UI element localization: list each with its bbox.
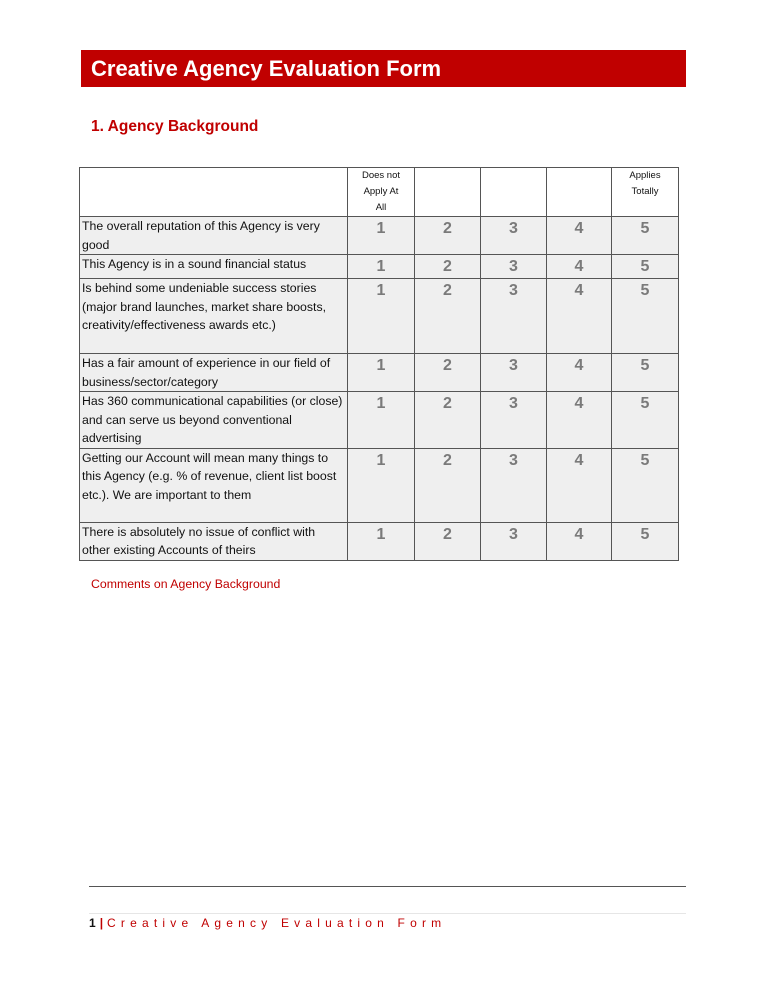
table-row [80, 217, 679, 255]
header-high-line: Applies [629, 170, 661, 181]
table-row [80, 392, 679, 449]
score-2[interactable]: 2 [415, 392, 481, 449]
page-number: 1 [89, 916, 96, 930]
footer-divider [89, 886, 686, 887]
header-scale-2 [415, 168, 481, 217]
page-footer [89, 916, 446, 930]
score-4[interactable]: 4 [547, 392, 612, 449]
header-low-line: Apply At [363, 186, 399, 197]
score-1[interactable]: 1 [348, 354, 415, 392]
header-scale-4 [547, 168, 612, 217]
score-4[interactable]: 4 [547, 255, 612, 279]
statement-cell: This Agency is in a sound financial status [80, 255, 348, 279]
score-4[interactable]: 4 [547, 279, 612, 354]
section-heading: 1. Agency Background [91, 118, 259, 135]
table-row [80, 354, 679, 392]
score-5[interactable]: 5 [612, 522, 679, 560]
header-empty-cell [80, 168, 348, 217]
footer-divider-light [89, 913, 686, 914]
statement-cell: There is absolutely no issue of conflict with other existing Accounts of theirs [80, 522, 348, 560]
score-3[interactable]: 3 [481, 522, 547, 560]
statement-cell: Has 360 communicational capabilities (or close) and can serve us beyond conventional advertising [80, 392, 348, 449]
form-title: Creative Agency Evaluation Form [81, 50, 686, 87]
score-1[interactable]: 1 [348, 448, 415, 522]
score-4[interactable]: 4 [547, 217, 612, 255]
score-2[interactable]: 2 [415, 255, 481, 279]
score-5[interactable]: 5 [612, 354, 679, 392]
score-2[interactable]: 2 [415, 354, 481, 392]
score-4[interactable]: 4 [547, 522, 612, 560]
score-2[interactable]: 2 [415, 279, 481, 354]
header-low-line: Does not [361, 170, 401, 181]
table-row [80, 448, 679, 522]
score-5[interactable]: 5 [612, 448, 679, 522]
table-row [80, 255, 679, 279]
evaluation-table [79, 167, 679, 561]
footer-doc-title: Creative Agency Evaluation Form [107, 916, 447, 930]
statement-cell: Getting our Account will mean many things to this Agency (e.g. % of revenue, client list boost etc.). We are important to them [80, 448, 348, 522]
score-5[interactable]: 5 [612, 217, 679, 255]
comments-label: Comments on Agency Background [91, 577, 281, 591]
header-scale-low [348, 168, 415, 217]
score-3[interactable]: 3 [481, 448, 547, 522]
table-header-row [80, 168, 679, 217]
table-row [80, 279, 679, 354]
score-1[interactable]: 1 [348, 217, 415, 255]
score-5[interactable]: 5 [612, 255, 679, 279]
score-3[interactable]: 3 [481, 255, 547, 279]
header-low-line: All [375, 202, 387, 213]
footer-separator: | [99, 916, 104, 930]
score-4[interactable]: 4 [547, 448, 612, 522]
statement-cell: The overall reputation of this Agency is very good [80, 217, 348, 255]
statement-cell: Has a fair amount of experience in our field of business/sector/category [80, 354, 348, 392]
score-3[interactable]: 3 [481, 279, 547, 354]
statement-cell: Is behind some undeniable success stories (major brand launches, market share boosts, creativity/effectiveness awards etc.) [80, 279, 348, 354]
score-2[interactable]: 2 [415, 448, 481, 522]
header-scale-high [612, 168, 679, 217]
score-4[interactable]: 4 [547, 354, 612, 392]
score-1[interactable]: 1 [348, 279, 415, 354]
score-1[interactable]: 1 [348, 255, 415, 279]
score-3[interactable]: 3 [481, 392, 547, 449]
table-row [80, 522, 679, 560]
score-1[interactable]: 1 [348, 392, 415, 449]
score-1[interactable]: 1 [348, 522, 415, 560]
score-2[interactable]: 2 [415, 522, 481, 560]
score-5[interactable]: 5 [612, 279, 679, 354]
header-scale-3 [481, 168, 547, 217]
score-2[interactable]: 2 [415, 217, 481, 255]
score-5[interactable]: 5 [612, 392, 679, 449]
score-3[interactable]: 3 [481, 217, 547, 255]
score-3[interactable]: 3 [481, 354, 547, 392]
header-high-line: Totally [631, 186, 659, 197]
